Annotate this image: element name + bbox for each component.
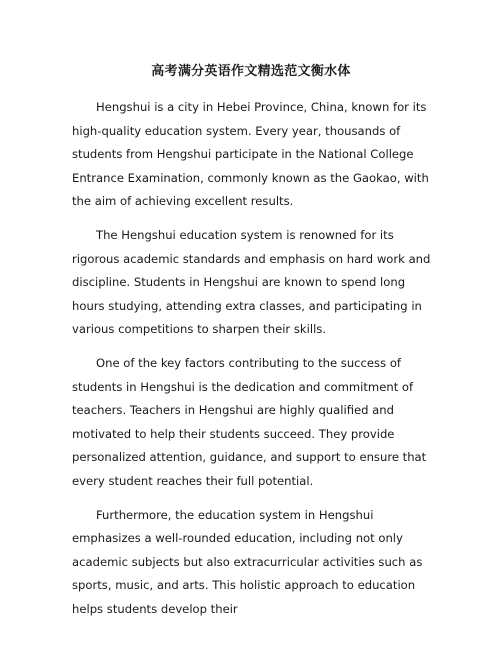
paragraph-3: One of the key factors contributing to the success of students in Hengshui is the dedication and commitment of teachers. Teachers in Hengshui are highly qualified and motivated to help their students succeed. They provide personalized attention, guidance, and support to ensure that every student reaches their full potential. (72, 355, 427, 488)
paragraph-1: Hengshui is a city in Hebei Province, China, known for its high-quality education system. Every year, thousands of students from Hengshui participate in the National College Entrance Examination, commonly known as the Gaokao, with the aim of achieving excellent results. (72, 100, 429, 209)
document-body (72, 96, 432, 631)
paragraph-2: The Hengshui education system is renowned for its rigorous academic standards and emphasis on hard work and discipline. Students in Hengshui are known to spend long hours studying, attending extra classes, and participating in various competitions to sharpen their skills. (72, 227, 431, 337)
paragraph-4: Furthermore, the education system in Hengshui emphasizes a well-rounded education, including not only academic subjects but also extracurricular activities such as sports, music, and arts. This holistic approach to education helps students develop their (72, 507, 423, 616)
document-title: 高考满分英语作文精选范文衡水体 (151, 64, 351, 79)
